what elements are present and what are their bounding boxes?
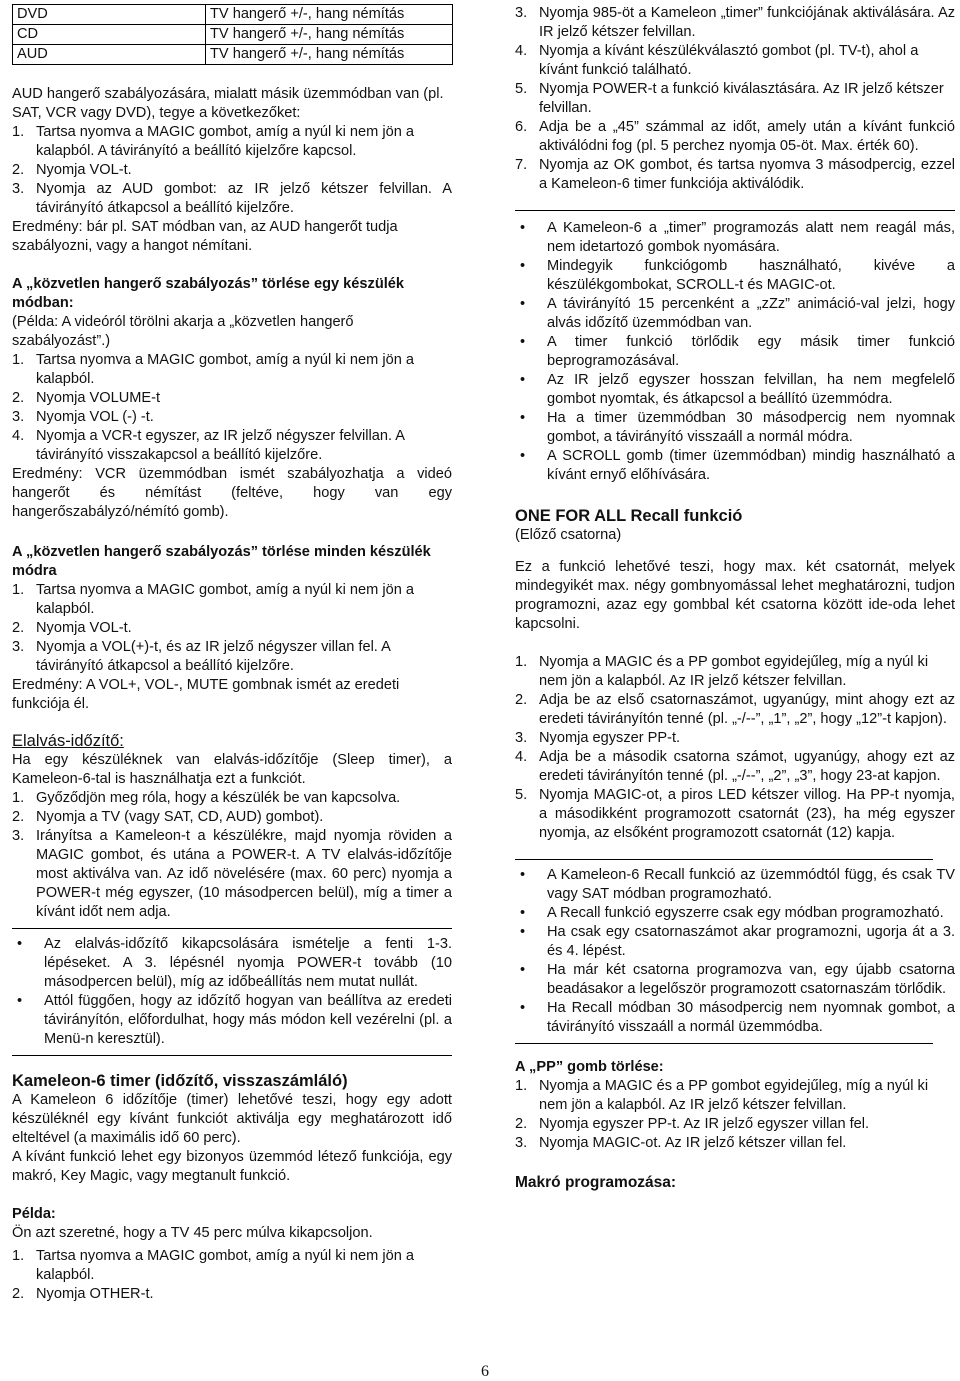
pp-delete-section — [515, 1058, 955, 1153]
bullet-icon: • — [17, 993, 23, 1009]
paragraph: (Példa: A videóról törölni akarja a „közvetlen hangerő szabályozást”.) — [12, 314, 354, 349]
list-item: 2. Nyomja OTHER-t. — [12, 1286, 154, 1302]
list-item: 1. Győződjön meg róla, hogy a készülék be van kapcsolva. — [12, 790, 401, 806]
divider — [515, 210, 955, 211]
kameleon-timer-section — [12, 1072, 452, 1304]
list-item: 7. Nyomja az OK gombot, és tartsa nyomva 3 másodpercig, ezzel a Kameleon-6 timer funkciója aktiválódik. — [515, 157, 955, 192]
bullet-icon: • — [520, 448, 526, 464]
paragraph: Ön azt szeretné, hogy a TV 45 perc múlva kikapcsoljon. — [12, 1225, 373, 1241]
table-row — [13, 5, 453, 25]
list-item: 4. Nyomja a kívánt készülékválasztó gombot (pl. TV-t), ahol a kívánt funkció található. — [515, 43, 919, 78]
list-item: 2. Nyomja a TV (vagy SAT, CD, AUD) gombot). — [12, 809, 324, 825]
list-item: • A Recall funkció egyszerre csak egy módban programozható. — [515, 904, 955, 923]
paragraph: Ez a funkció lehetővé teszi, hogy max. két csatornát, melyek mindegyikét max. négy gombnyomással lehet meghatározni, tudjon programozni, azaz egy gombbal két csatorna között ide-oda lehet kapcsolni. — [515, 559, 955, 632]
delete-all-modes-section — [12, 543, 452, 714]
list-item: 1. Tartsa nyomva a MAGIC gombot, amíg a nyúl ki nem jön a kalapból. A távirányító a beállító kijelzőre kapcsol. — [12, 124, 414, 159]
recall-section — [515, 507, 955, 1044]
bullet-icon: • — [520, 962, 526, 978]
list-item: 2. Adja be az első csatornaszámot, ugyanúgy, mint ahogy ezt az eredeti távirányítón tenné (pl. „-/--”, „1”, „2”, hogy „12”-t kapjon). — [515, 692, 955, 727]
list-item: • Attól függően, hogy az időzítő hogyan van beállítva az eredeti távirányítón, előfordulhat, hogy más módon kell vezérelni (pl. a Menü-n keresztül). — [12, 992, 452, 1049]
right-column — [515, 4, 955, 1192]
delete-one-mode-section — [12, 275, 452, 522]
volume-section — [12, 85, 452, 256]
section-heading: A „PP” gomb törlése: — [515, 1059, 664, 1075]
list-item: 1. Tartsa nyomva a MAGIC gombot, amíg a nyúl ki nem jön a kalapból. — [12, 352, 414, 387]
section-heading: Elalvás-időzítő: — [12, 732, 124, 750]
device-table — [12, 4, 453, 65]
list-item: • A SCROLL gomb (timer üzemmódban) mindig használható a kívánt ernyő előhívására. — [515, 447, 955, 485]
bullet-icon: • — [520, 867, 526, 883]
section-subtitle: (Előző csatorna) — [515, 527, 622, 543]
list-item: • Ha már két csatorna programozva van, egy újabb csatorna beadásakor a legelőször programozott csatornaszám törlődik. — [515, 961, 955, 999]
list-item: 2. Nyomja VOL-t. — [12, 620, 132, 636]
list-item: 3. Nyomja MAGIC-ot. Az IR jelző kétszer villan fel. — [515, 1135, 847, 1151]
table-row — [13, 45, 453, 65]
list-item: • A Kameleon-6 a „timer” programozás alatt nem reagál más, nem idetartozó gombok nyomására. — [515, 219, 955, 257]
list-item: 1. Tartsa nyomva a MAGIC gombot, amíg a nyúl ki nem jön a kalapból. — [12, 582, 414, 617]
list-item: 4. Adja be a második csatorna számot, ugyanúgy, ahogy ezt az eredeti távirányítón tenné (pl. „-/--”, „2”, „3”, hogy 23-at kapjon. — [515, 749, 955, 784]
result-text: Eredmény: bár pl. SAT módban van, az AUD hangerőt tudja szabályozni, vagy a hangot némítani. — [12, 219, 398, 254]
list-item: • A Kameleon-6 Recall funkció az üzemmódtól függ, és csak TV vagy SAT módban programozható. — [515, 866, 955, 904]
timer-notes — [515, 219, 955, 485]
section-heading: ONE FOR ALL Recall funkció — [515, 507, 743, 525]
device-desc: TV hangerő +/-, hang némítás — [206, 5, 453, 25]
device-name: AUD — [13, 45, 206, 65]
list-item: 1. Tartsa nyomva a MAGIC gombot, amíg a nyúl ki nem jön a kalapból. — [12, 1248, 414, 1283]
section-heading: Makró programozása: — [515, 1174, 677, 1191]
list-item: • A timer funkció törlődik egy másik timer funkció beprogramozásával. — [515, 333, 955, 371]
list-item: 1. Nyomja a MAGIC és a PP gombot egyidejűleg, míg a nyúl ki nem jön a kalapból. Az IR jelző kétszer felvillan. — [515, 654, 929, 689]
sleep-timer-section — [12, 732, 452, 1056]
section-heading: A „közvetlen hangerő szabályozás” törlése egy készülék módban: — [12, 276, 405, 311]
timer-steps — [515, 4, 955, 194]
example-heading: Példa: — [12, 1206, 56, 1222]
bullet-icon: • — [520, 905, 526, 921]
list-item: 6. Adja be a „45” számmal az időt, amely után a kívánt funkció aktiválódni fog (pl. 5 perchez nyomja 05-öt. Max. érték 60). — [515, 119, 955, 154]
bullet-icon: • — [520, 924, 526, 940]
section-heading: Kameleon-6 timer (időzítő, visszaszámláló) — [12, 1072, 348, 1090]
device-desc: TV hangerő +/-, hang némítás — [206, 25, 453, 45]
list-item: 3. Nyomja a VOL(+)-t, és az IR jelző négyszer villan fel. A távirányító átkapcsol a beállító kijelzőre. — [12, 639, 391, 674]
list-item: • Mindegyik funkciógomb használható, kivéve a készülékgombokat, SCROLL-t és MAGIC-ot. — [515, 257, 955, 295]
result-text: Eredmény: VCR üzemmódban ismét szabályozhatja a videó hangerőt és némítást (feltéve, hogy van egy hangerőszabályzó/némító gomb). — [12, 466, 452, 520]
bullet-icon: • — [520, 258, 526, 274]
list-item: • A távirányító 15 percenként a „zZz” animáció-val jelzi, hogy alvás időzítő üzemmódban van. — [515, 295, 955, 333]
list-item: 1. Nyomja a MAGIC és a PP gombot egyidejűleg, míg a nyúl ki nem jön a kalapból. Az IR jelző kétszer felvillan. — [515, 1078, 929, 1113]
list-item: 3. Nyomja egyszer PP-t. — [515, 730, 681, 746]
bullet-icon: • — [17, 936, 23, 952]
paragraph: A Kameleon 6 időzítője (timer) lehetővé teszi, hogy egy adott készüléknél egy kívánt funkciót aktiválja egy meghatározott idő elteltével (a maximális idő 60 perc). — [12, 1092, 452, 1146]
device-name: CD — [13, 25, 206, 45]
divider — [515, 859, 933, 860]
section-heading: A „közvetlen hangerő szabályozás” törlése minden készülék módra — [12, 544, 431, 579]
result-text: Eredmény: A VOL+, VOL-, MUTE gombnak ismét az eredeti funkciója él. — [12, 677, 400, 712]
list-item: • Az elalvás-időzítő kikapcsolására ismételje a fenti 1-3. lépéseket. A 3. lépésnél nyomja POWER-t tovább (10 másodpercen belül), míg az időbeállítás nem mutat nullát. — [12, 935, 452, 992]
list-item: 2. Nyomja VOLUME-t — [12, 390, 161, 406]
divider — [12, 928, 452, 929]
left-column — [12, 0, 452, 1304]
list-item: 2. Nyomja VOL-t. — [12, 162, 132, 178]
paragraph: AUD hangerő szabályozására, mialatt másik üzemmódban van (pl. SAT, VCR vagy DVD), tegye a következőket: — [12, 86, 444, 121]
list-item: • Ha a timer üzemmódban 30 másodpercig nem nyomnak gombot, a távirányító visszaáll a normál módra. — [515, 409, 955, 447]
paragraph: A kívánt funkció lehet egy bizonyos üzemmód létező funkciója, egy makró, Key Magic, vagy megtanult funkció. — [12, 1149, 452, 1184]
page-number: 6 — [481, 1363, 489, 1380]
table-row — [13, 25, 453, 45]
list-item: • Az IR jelző egyszer hosszan felvillan, ha nem megfelelő gombot nyomtak, és átkapcsol a beállító üzemmódra. — [515, 371, 955, 409]
list-item: 2. Nyomja egyszer PP-t. Az IR jelző egyszer villan fel. — [515, 1116, 870, 1132]
list-item: 3. Irányítsa a Kameleon-t a készülékre, majd nyomja röviden a MAGIC gombot, és utána a POWER-t. A TV elalvás-időzítője most aktiválva van. Az idő növelésére (max. 60 perc) nyomja a POWER-t még egyszer, (10 másodpercen belül), míg a timer a kívánt időt nem adja. — [12, 828, 452, 920]
bullet-icon: • — [520, 334, 526, 350]
bullet-icon: • — [520, 1000, 526, 1016]
list-item: 4. Nyomja a VCR-t egyszer, az IR jelző négyszer felvillan. A távirányító visszakapcsol a beállító kijelzőre. — [12, 428, 405, 463]
bullet-icon: • — [520, 410, 526, 426]
list-item: 3. Nyomja VOL (-) -t. — [12, 409, 154, 425]
paragraph: Ha egy készüléknek van elalvás-időzítője (Sleep timer), a Kameleon-6-tal is használhatja ezt a funkciót. — [12, 752, 452, 787]
list-item: • Ha csak egy csatornaszámot akar programozni, ugorja át a 3. és 4. lépést. — [515, 923, 955, 961]
list-item: 5. Nyomja POWER-t a funkció kiválasztására. Az IR jelző kétszer felvillan. — [515, 81, 944, 116]
list-item: 3. Nyomja az AUD gombot: az IR jelző kétszer felvillan. A távirányító átkapcsol a beállító kijelzőre. — [12, 181, 452, 216]
list-item: 3. Nyomja 985-öt a Kameleon „timer” funkciójának aktiválására. Az IR jelző kétszer felvillan. — [515, 5, 955, 40]
list-item: 5. Nyomja MAGIC-ot, a piros LED kétszer villog. Ha PP-t nyomja, a másodikként programozott csatornát (23), ha még egyszer nyomja, az elsőként programozott csatornát (12) kapja. — [515, 787, 955, 841]
bullet-icon: • — [520, 296, 526, 312]
device-desc: TV hangerő +/-, hang némítás — [206, 45, 453, 65]
list-item: • Ha Recall módban 30 másodpercig nem nyomnak gombot, a távirányító visszaáll a normál üzemmódba. — [515, 999, 955, 1037]
device-name: DVD — [13, 5, 206, 25]
bullet-icon: • — [520, 220, 526, 236]
bullet-icon: • — [520, 372, 526, 388]
